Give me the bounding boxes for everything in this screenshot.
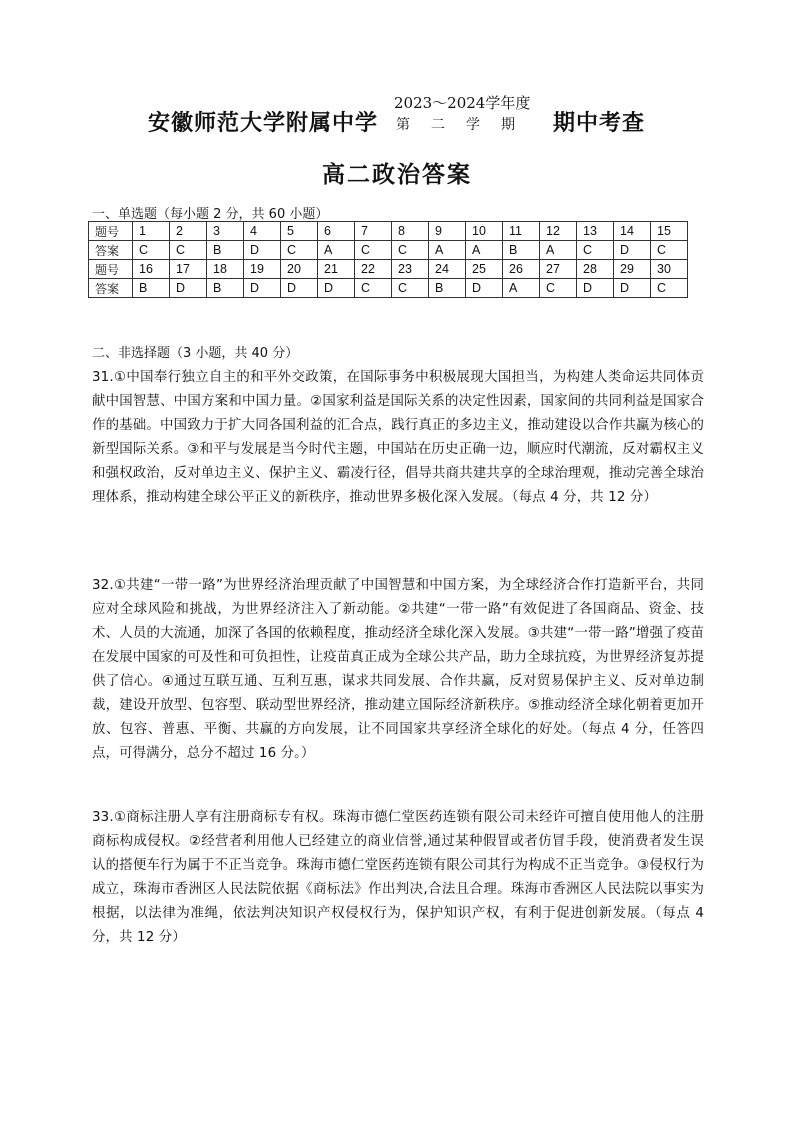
table-cell: C (392, 241, 429, 260)
table-cell: 25 (466, 260, 503, 279)
section1-title: 一、单选题（每小题 2 分，共 60 小题） (92, 207, 329, 222)
row-label: 题号 (89, 222, 133, 241)
table-cell: 12 (540, 222, 577, 241)
table-cell: C (651, 241, 688, 260)
table-cell: A (466, 241, 503, 260)
table-cell: 7 (355, 222, 392, 241)
title-row (0, 92, 794, 140)
table-cell: C (133, 241, 170, 260)
table-cell: 4 (244, 222, 281, 241)
table-row (89, 260, 688, 279)
page-title: 高二政治答案 (322, 162, 472, 188)
table-cell: C (170, 241, 207, 260)
table-cell: 15 (651, 222, 688, 241)
row-label: 答案 (89, 279, 133, 298)
table-cell: C (281, 241, 318, 260)
table-cell: 11 (503, 222, 540, 241)
semester-char: 二 (431, 117, 445, 133)
semester-char: 学 (466, 117, 480, 133)
exam-name: 期中考查 (553, 111, 646, 136)
table-cell: D (170, 279, 207, 298)
table-cell: D (244, 241, 281, 260)
table-cell: D (466, 279, 503, 298)
answer-table (88, 221, 688, 298)
table-cell: 18 (207, 260, 244, 279)
table-cell: C (577, 241, 614, 260)
table-cell: 8 (392, 222, 429, 241)
table-row (89, 279, 688, 298)
table-cell: 13 (577, 222, 614, 241)
table-cell: 27 (540, 260, 577, 279)
semester-char: 第 (396, 117, 410, 133)
table-cell: A (503, 279, 540, 298)
table-cell: 14 (614, 222, 651, 241)
table-cell: 23 (392, 260, 429, 279)
table-cell: B (207, 279, 244, 298)
table-cell: A (540, 241, 577, 260)
table-cell: B (207, 241, 244, 260)
table-cell: 24 (429, 260, 466, 279)
table-cell: C (540, 279, 577, 298)
table-cell: C (392, 279, 429, 298)
table-cell: A (318, 241, 355, 260)
table-cell: 1 (133, 222, 170, 241)
table-row (89, 222, 688, 241)
table-cell: B (133, 279, 170, 298)
table-cell: D (281, 279, 318, 298)
table-cell: B (503, 241, 540, 260)
table-cell: 19 (244, 260, 281, 279)
table-cell: 3 (207, 222, 244, 241)
row-label: 答案 (89, 241, 133, 260)
table-cell: 21 (318, 260, 355, 279)
table-cell: 29 (614, 260, 651, 279)
table-cell: 2 (170, 222, 207, 241)
table-cell: 26 (503, 260, 540, 279)
table-cell: C (355, 241, 392, 260)
table-cell: D (244, 279, 281, 298)
table-cell: D (577, 279, 614, 298)
row-label: 题号 (89, 260, 133, 279)
section2-title: 二、非选择题（3 小题，共 40 分） (92, 346, 299, 361)
table-cell: 17 (170, 260, 207, 279)
table-cell: D (614, 279, 651, 298)
table-cell: 20 (281, 260, 318, 279)
table-cell: 16 (133, 260, 170, 279)
table-cell: 28 (577, 260, 614, 279)
answer-33: 33.①商标注册人享有注册商标专有权。珠海市德仁堂医药连锁有限公司未经许可擅自使用他人的注册商标构成侵权。②经营者利用他人已经建立的商业信誉,通过某种假冒或者仿冒手段，使消费者发生误认的搭便车行为属于不正当竞争。珠海市德仁堂医药连锁有限公司其行为构成不正当竞争。③侵权行为成立，珠海市香洲区人民法院依据《商标法》作出判决,合法且合理。珠海市香洲区人民法院以事实为根据，以法律为准绳，依法判决知识产权侵权行为，保护知识产权，有利于促进创新发展。（每点 4 分，共 12 分） (92, 810, 704, 945)
table-cell: D (318, 279, 355, 298)
semester-char: 期 (501, 117, 515, 133)
table-cell: 6 (318, 222, 355, 241)
school-name: 安徽师范大学附属中学 (148, 111, 379, 136)
table-cell: D (614, 241, 651, 260)
table-cell: 5 (281, 222, 318, 241)
academic-year: 2023～2024学年度 (394, 94, 531, 112)
table-cell: 10 (466, 222, 503, 241)
table-cell: C (355, 279, 392, 298)
table-cell: 22 (355, 260, 392, 279)
answer-32: 32.①共建“一带一路”为世界经济治理贡献了中国智慧和中国方案，为全球经济合作打造新平台，共同应对全球风险和挑战，为世界经济注入了新动能。②共建“一带一路”有效促进了各国商品、资金、技术、人员的大流通，加深了各国的依赖程度，推动经济全球化深入发展。③共建“一带一路”增强了疫苗在发展中国家的可及性和可负担性，让疫苗真正成为全球公共产品，助力全球抗疫，为世界经济复苏提供了信心。④通过互联互通、互利互惠，谋求共同发展、合作共赢，反对贸易保护主义、反对单边制裁，建设开放型、包容型、联动型世界经济，推动建立国际经济新秩序。⑤推动经济全球化朝着更加开放、包容、普惠、平衡、共赢的方向发展，让不同国家共享经济全球化的好处。（每点 4 分，任答四点，可得满分，总分不超过 16 分。） (92, 578, 704, 761)
table-cell: B (429, 279, 466, 298)
table-cell: 30 (651, 260, 688, 279)
table-cell: A (429, 241, 466, 260)
answer-31: 31.①中国奉行独立自主的和平外交政策，在国际事务中积极展现大国担当，为构建人类命运共同体贡献中国智慧、中国方案和中国力量。②国家利益是国际关系的决定性因素，国家间的共同利益是国家合作的基础。中国致力于扩大同各国利益的汇合点，践行真正的多边主义，推动建设以合作共赢为核心的新型国际关系。③和平与发展是当今时代主题，中国站在历史正确一边，顺应时代潮流，反对霸权主义和强权政治，反对单边主义、保护主义、霸凌行径，倡导共商共建共享的全球治理观，推动完善全球治理体系，推动构建全球公平正义的新秩序，推动世界多极化深入发展。（每点 4 分，共 12 分） (92, 370, 704, 505)
table-cell: C (651, 279, 688, 298)
table-row (89, 241, 688, 260)
table-cell: 9 (429, 222, 466, 241)
semester (396, 114, 536, 134)
